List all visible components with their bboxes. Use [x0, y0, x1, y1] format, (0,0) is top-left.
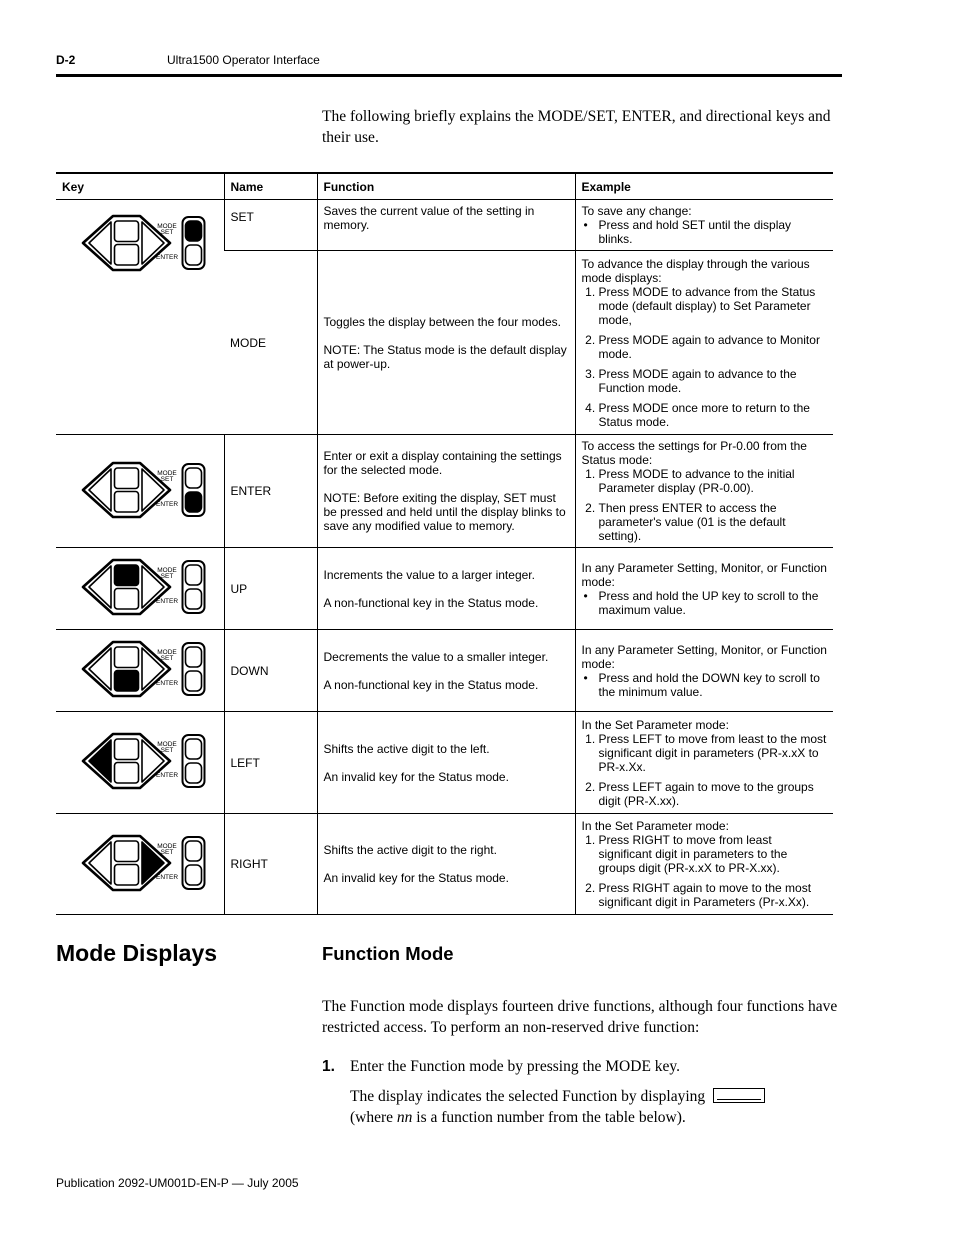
svg-text:MODE: MODE	[157, 649, 177, 656]
key-function	[317, 712, 575, 814]
example-step: 1. Press LEFT to move from least to the most significant digit in parameters (PR-x.xX to PR-x.Xx.	[599, 732, 828, 774]
col-header-key: Key	[56, 173, 224, 200]
table-row	[56, 435, 833, 548]
svg-text:ENTER: ENTER	[156, 500, 179, 508]
key-function	[317, 251, 575, 435]
svg-text:SET: SET	[160, 229, 174, 236]
keypad-enter-icon	[67, 459, 212, 521]
svg-text:MODE: MODE	[157, 469, 177, 477]
step-note-var: nn	[396, 1109, 413, 1126]
key-example	[575, 814, 833, 915]
function-mode-paragraph: The Function mode displays fourteen drive functions, although four functions have restricted access. To perform an non-reserved drive function:	[322, 998, 838, 1036]
step-number: 1.	[322, 1058, 335, 1075]
key-function	[317, 630, 575, 712]
key-function	[317, 200, 575, 251]
key-function	[317, 548, 575, 630]
example-step: 4. Press MODE once more to return to the Status mode.	[599, 401, 828, 429]
step-note	[350, 1086, 820, 1128]
example-intro: To save any change:	[581, 204, 692, 218]
key-name: MODE	[224, 251, 317, 435]
function-text: A non-functional key in the Status mode.	[323, 677, 539, 692]
svg-text:ENTER: ENTER	[156, 772, 179, 779]
function-text: Saves the current value of the setting in memory.	[323, 204, 535, 232]
svg-text:MODE: MODE	[157, 842, 177, 850]
keypad-right-icon	[67, 832, 212, 894]
example-bullet: • Press and hold the DOWN key to scroll to the minimum value.	[582, 671, 828, 699]
step-note-suffix: is a function number from the table below).	[412, 1109, 686, 1126]
keypad-left-icon	[67, 730, 212, 792]
function-text: An invalid key for the Status mode.	[323, 871, 509, 885]
page-number: D-2	[56, 53, 76, 67]
key-example	[575, 200, 833, 251]
key-example	[575, 435, 833, 548]
example-step: 1. Press MODE to advance from the Status mode (default display) to Set Parameter mode,	[599, 285, 828, 327]
svg-text:MODE: MODE	[157, 567, 177, 574]
page-footer: Publication 2092-UM001D-EN-P — July 2005	[56, 1176, 299, 1190]
function-text: Increments the value to a larger integer.	[323, 567, 535, 582]
example-bullet: • Press and hold the UP key to scroll to the maximum value.	[582, 589, 828, 617]
key-name: SET	[224, 200, 317, 251]
keypad-down-icon	[67, 638, 212, 700]
intro-paragraph: The following briefly explains the MODE/SET, ENTER, and directional keys and their use.	[322, 108, 831, 146]
key-cell	[56, 630, 224, 712]
example-step: 2. Press LEFT again to move to the groups digit (PR-X.xx).	[599, 780, 828, 808]
svg-text:SET: SET	[160, 573, 174, 580]
example-intro: In any Parameter Setting, Monitor, or Function mode:	[581, 642, 827, 671]
running-header-title: Ultra1500 Operator Interface	[167, 53, 320, 67]
example-intro: In the Set Parameter mode:	[581, 717, 729, 732]
svg-text:SET: SET	[160, 475, 174, 483]
example-step: 2. Press MODE again to advance to Monitor mode.	[599, 333, 828, 361]
svg-text:SET: SET	[160, 747, 174, 754]
svg-text:ENTER: ENTER	[156, 254, 179, 261]
step-text: Enter the Function mode by pressing the MODE key.	[350, 1058, 681, 1075]
example-intro: In any Parameter Setting, Monitor, or Function mode:	[581, 560, 827, 589]
key-example	[575, 548, 833, 630]
keys-table	[56, 172, 833, 915]
key-cell	[56, 200, 224, 435]
key-cell	[56, 712, 224, 814]
key-function	[317, 435, 575, 548]
key-example	[575, 630, 833, 712]
example-step: 2. Then press ENTER to access the parameter's value (01 is the default setting).	[599, 501, 828, 543]
example-intro: To access the settings for Pr-0.00 from the Status mode:	[581, 439, 807, 467]
key-example	[575, 251, 833, 435]
step-note-prefix: (where	[350, 1109, 397, 1126]
table-row	[56, 814, 833, 915]
table-header-row	[56, 173, 833, 200]
example-step: 1. Press MODE to advance to the initial Parameter display (PR-0.00).	[599, 467, 828, 495]
key-name: LEFT	[224, 712, 317, 814]
key-example	[575, 712, 833, 814]
svg-text:SET: SET	[160, 848, 174, 856]
key-name: DOWN	[224, 630, 317, 712]
example-bullet: • Press and hold SET until the display blinks.	[582, 218, 828, 246]
function-text: Enter or exit a display containing the settings for the selected mode.	[323, 449, 562, 477]
table-row	[56, 630, 833, 712]
subsection-heading: Function Mode	[322, 943, 454, 964]
header-rule	[56, 74, 842, 77]
keypad-set-icon	[67, 212, 212, 274]
function-text: Shifts the active digit to the right.	[323, 843, 497, 857]
col-header-example: Example	[575, 173, 833, 200]
function-text: NOTE: The Status mode is the default display at power-up.	[323, 342, 567, 371]
svg-text:MODE: MODE	[157, 223, 177, 230]
key-name: ENTER	[224, 435, 317, 548]
example-step: 3. Press MODE again to advance to the Function mode.	[599, 367, 828, 395]
key-cell	[56, 814, 224, 915]
function-text: An invalid key for the Status mode.	[323, 769, 509, 784]
key-cell	[56, 548, 224, 630]
function-text: NOTE: Before exiting the display, SET must be pressed and held until the display blinks to save any modified value to memory.	[323, 491, 566, 533]
example-step: 2. Press RIGHT again to move to the most significant digit in Parameters (Pr-x.Xx).	[599, 881, 828, 909]
svg-text:ENTER: ENTER	[156, 680, 179, 687]
function-text: A non-functional key in the Status mode.	[323, 595, 539, 610]
example-intro: To advance the display through the various mode displays:	[581, 256, 810, 285]
example-step: 1. Press RIGHT to move from least significant digit in parameters to the groups digit (PR-x.xX to PR-X.xx).	[599, 833, 828, 875]
step-note-before: The display indicates the selected Function by displaying	[350, 1088, 706, 1105]
table-row	[56, 712, 833, 814]
table-row	[56, 548, 833, 630]
svg-text:SET: SET	[160, 655, 174, 662]
lcd-display-icon	[713, 1088, 765, 1103]
col-header-name: Name	[224, 173, 317, 200]
key-cell	[56, 435, 224, 548]
key-function	[317, 814, 575, 915]
keypad-up-icon	[67, 556, 212, 618]
key-name: RIGHT	[224, 814, 317, 915]
svg-text:ENTER: ENTER	[156, 598, 179, 605]
section-heading: Mode Displays	[56, 940, 218, 966]
example-intro: In the Set Parameter mode:	[581, 819, 729, 833]
svg-text:ENTER: ENTER	[156, 873, 179, 881]
svg-text:MODE: MODE	[157, 741, 177, 748]
col-header-function: Function	[317, 173, 575, 200]
function-text: Shifts the active digit to the left.	[323, 741, 490, 756]
key-name: UP	[224, 548, 317, 630]
table-row	[56, 200, 833, 251]
function-text: Toggles the display between the four modes.	[323, 314, 561, 329]
function-text: Decrements the value to a smaller integer.	[323, 649, 549, 664]
